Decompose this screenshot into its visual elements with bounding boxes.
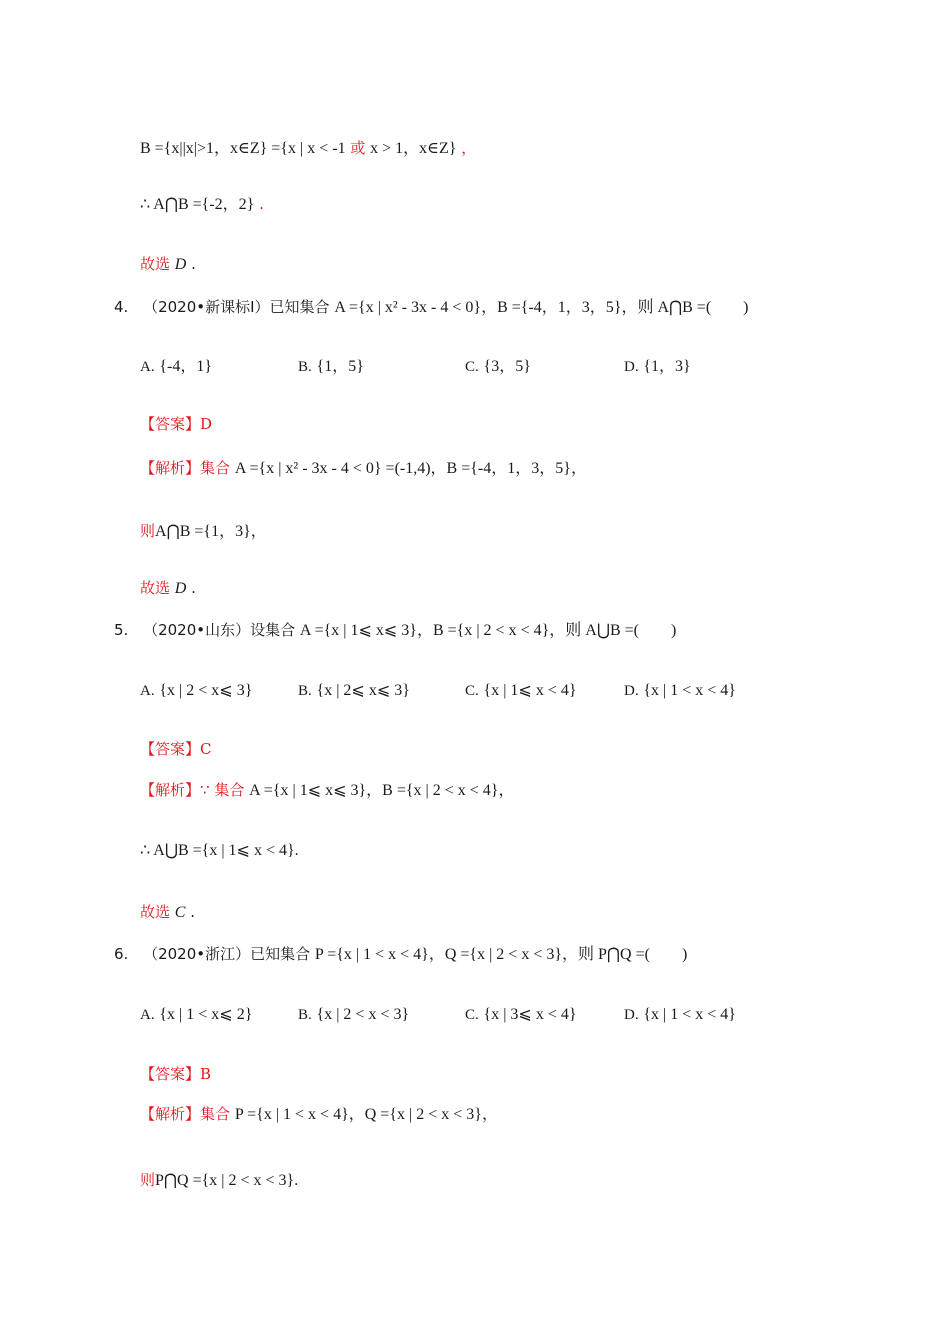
question-source: （2020•山东）设集合 bbox=[143, 621, 296, 639]
q5-option-a: A. {x | 2 < x⩽ 3} bbox=[140, 682, 253, 699]
choose-letter: C bbox=[174, 904, 186, 921]
analysis-tag: 【解析】 bbox=[140, 459, 201, 477]
q4-analysis bbox=[140, 458, 587, 479]
q6-then bbox=[140, 1170, 298, 1191]
analysis-word: ∵ 集合 bbox=[200, 781, 245, 799]
period: . bbox=[191, 579, 196, 597]
q4-answer bbox=[140, 414, 212, 434]
period: . bbox=[259, 195, 264, 213]
answer-letter: B bbox=[200, 1065, 212, 1083]
analysis-math: A ={x | 1⩽ x⩽ 3}，B ={x | 2 < x < 4}， bbox=[249, 782, 515, 799]
b-set-math-2: x > 1，x∈Z} bbox=[370, 140, 457, 157]
q5-answer bbox=[140, 739, 212, 759]
analysis-tag: 【解析】 bbox=[140, 1105, 201, 1123]
choose-line-top bbox=[140, 254, 196, 275]
analysis-tag: 【解析】 bbox=[140, 781, 201, 799]
q6-option-d: D. {x | 1 < x < 4} bbox=[624, 1006, 736, 1023]
question-4-stem bbox=[114, 297, 748, 318]
q4-choose bbox=[140, 578, 196, 599]
then-word: 则 bbox=[140, 522, 156, 540]
comma: ， bbox=[461, 139, 477, 157]
q5-choose bbox=[140, 902, 195, 923]
b-set-math: B ={x||x|>1，x∈Z} ={x | x < -1 bbox=[140, 140, 346, 157]
q4-option-b: B. {1，5} bbox=[298, 358, 364, 375]
answer-tag: 【答案】 bbox=[140, 415, 201, 433]
question-number: 5. bbox=[114, 621, 129, 639]
then-word: 则 bbox=[140, 1171, 156, 1189]
q6-option-b: B. {x | 2 < x < 3} bbox=[298, 1006, 410, 1023]
then-math: P⋂Q ={x | 2 < x < 3}. bbox=[155, 1172, 299, 1189]
question-5-stem bbox=[114, 620, 676, 641]
q6-analysis bbox=[140, 1104, 498, 1125]
question-number: 6. bbox=[114, 945, 129, 963]
analysis-word: 集合 bbox=[200, 1105, 231, 1123]
question-source: （2020•浙江）已知集合 bbox=[143, 945, 311, 963]
choose-word: 故选 bbox=[140, 579, 171, 597]
analysis-math: P ={x | 1 < x < 4}，Q ={x | 2 < x < 3}， bbox=[234, 1106, 498, 1123]
choose-letter: D bbox=[174, 580, 187, 597]
intersection-math: ∴ A⋂B ={-2，2} bbox=[140, 196, 255, 213]
q5-therefore bbox=[140, 840, 299, 861]
period: . bbox=[190, 903, 196, 921]
or-word: 或 bbox=[350, 139, 366, 157]
question-math: P ={x | 1 < x < 4}，Q ={x | 2 < x < 3}，则 P⋂Q =( ) bbox=[314, 946, 688, 963]
question-math: A ={x | x² - 3x - 4 < 0}，B ={-4，1，3，5}，则 A⋂B =( ) bbox=[334, 299, 749, 316]
choose-letter: D bbox=[174, 256, 187, 273]
q5-option-d: D. {x | 1 < x < 4} bbox=[624, 682, 736, 699]
answer-tag: 【答案】 bbox=[140, 740, 201, 758]
period: . bbox=[191, 255, 196, 273]
therefore-math: ∴ A⋃B ={x | 1⩽ x < 4}. bbox=[140, 842, 299, 859]
q5-analysis bbox=[140, 780, 515, 801]
question-source: （2020•新课标Ⅰ）已知集合 bbox=[143, 298, 330, 316]
q4-option-a: A. {-4，1} bbox=[140, 358, 213, 375]
q5-option-b: B. {x | 2⩽ x⩽ 3} bbox=[298, 682, 410, 699]
q4-option-c: C. {3，5} bbox=[465, 358, 531, 375]
q4-then bbox=[140, 521, 267, 542]
answer-letter: D bbox=[200, 415, 213, 433]
question-number: 4. bbox=[114, 298, 129, 316]
question-6-stem bbox=[114, 944, 687, 965]
q6-answer bbox=[140, 1064, 211, 1084]
q4-option-d: D. {1，3} bbox=[624, 358, 691, 375]
solution-line-b-set bbox=[140, 138, 476, 159]
question-math: A ={x | 1⩽ x⩽ 3}，B ={x | 2 < x < 4}，则 A⋃B =( ) bbox=[299, 622, 677, 639]
analysis-word: 集合 bbox=[200, 459, 231, 477]
choose-word: 故选 bbox=[140, 903, 171, 921]
then-math: A⋂B ={1，3}， bbox=[155, 523, 267, 540]
solution-line-intersection bbox=[140, 194, 264, 215]
choose-word: 故选 bbox=[140, 255, 171, 273]
q5-option-c: C. {x | 1⩽ x < 4} bbox=[465, 682, 577, 699]
q6-option-c: C. {x | 3⩽ x < 4} bbox=[465, 1006, 577, 1023]
answer-letter: C bbox=[200, 740, 212, 758]
answer-tag: 【答案】 bbox=[140, 1065, 201, 1083]
q6-option-a: A. {x | 1 < x⩽ 2} bbox=[140, 1006, 253, 1023]
analysis-math: A ={x | x² - 3x - 4 < 0} =(-1,4)，B ={-4，1，3，5}， bbox=[234, 460, 587, 477]
